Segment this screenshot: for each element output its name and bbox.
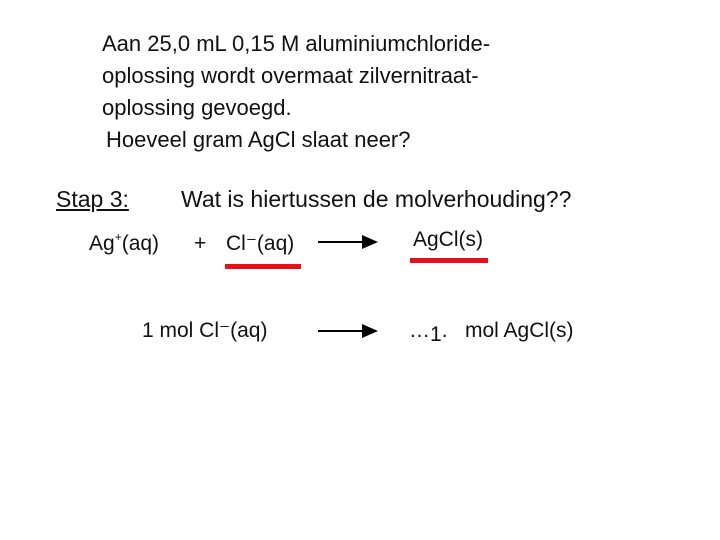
ratio-answer-value: 1: [430, 323, 442, 346]
ratio-answer: [409, 319, 448, 346]
reactant-ag-symbol: Ag: [89, 232, 115, 255]
highlight-cl: [225, 264, 301, 269]
product-agcl: AgCl(s): [413, 228, 484, 251]
reactant-ag-state: (aq): [121, 232, 160, 255]
problem-text: [102, 28, 622, 156]
ratio-dots: …: [409, 319, 430, 342]
step-label: Stap 3:: [56, 186, 129, 212]
step-question: Wat is hiertussen de molverhouding??: [181, 186, 572, 212]
problem-question: Hoeveel gram AgCl slaat neer?: [106, 127, 411, 152]
reactant-ag-charge: +: [114, 230, 122, 244]
problem-line: oplossing gevoegd.: [102, 95, 292, 120]
plus-sign: +: [194, 232, 207, 255]
problem-line: oplossing wordt overmaat zilvernitraat-: [102, 63, 479, 88]
reactant-cl: Cl⁻(aq): [226, 232, 295, 255]
ratio-dots: .: [441, 319, 448, 342]
reactant-ag: [89, 230, 160, 255]
highlight-agcl: [410, 258, 488, 263]
ratio-arrow: [318, 330, 376, 332]
reaction-arrow: [318, 241, 376, 243]
problem-line: Aan 25,0 mL 0,15 M aluminiumchloride-: [102, 31, 491, 56]
ratio-left: 1 mol Cl⁻(aq): [142, 319, 268, 342]
ratio-right: mol AgCl(s): [465, 319, 574, 342]
